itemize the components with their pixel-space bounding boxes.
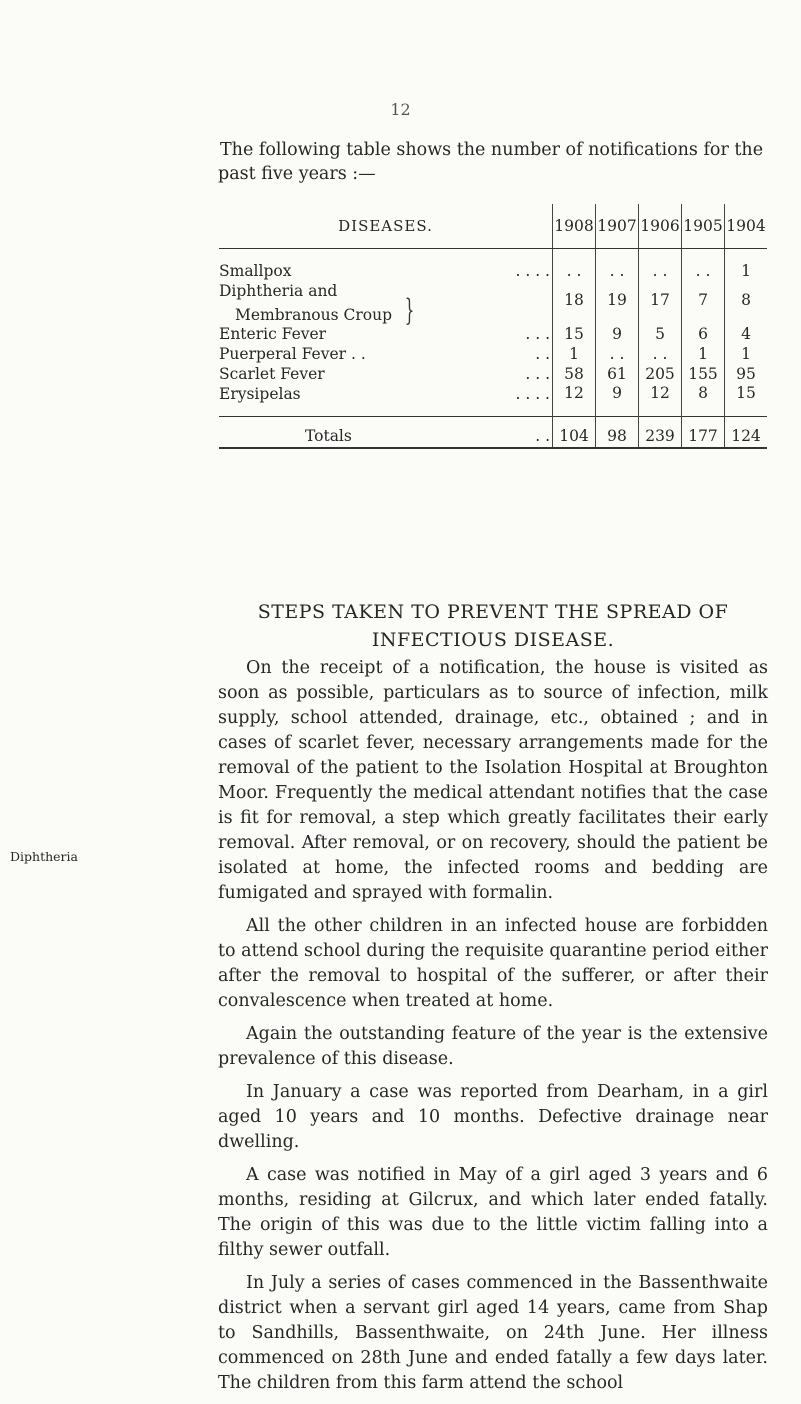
section-heading: STEPS TAKEN TO PREVENT THE SPREAD OF INFECTIOUS DISEASE. [257,601,729,651]
year-header: 1907 [596,204,639,249]
table-cell: 15 [725,384,768,417]
table-cell: 18 [553,291,596,314]
table-cell: 8 [682,384,725,417]
paragraph: All the other children in an infected house are forbidden to attend school during the requisite quarantine period either after the removal to hospital of the sufferer, or after their convalescence when treated at home. [218,916,768,1011]
table-cell: 1 [553,344,596,364]
table-cell: 205 [639,364,682,384]
page-number: 12 [390,100,411,119]
table-cell: 12 [639,384,682,417]
table-cell: 95 [725,364,768,384]
disease-name: Puerperal Fever . . [219,345,366,363]
brace-symbol: } [404,293,415,328]
table-cell: 58 [553,364,596,384]
table-row [219,344,767,364]
table-cell: 1 [725,344,768,364]
table-row [219,249,767,282]
disease-name: Diphtheria and [219,282,338,300]
table-cell: . . [639,249,682,282]
paragraph: Again the outstanding feature of the year is the extensive prevalence of this disease. [218,1024,768,1069]
total-cell: 177 [682,417,725,449]
table-cell: 7 [682,291,725,314]
table-cell: 4 [725,324,768,344]
table-cell: 9 [596,384,639,417]
table-cell: 8 [725,291,768,314]
table-cell: . . [682,249,725,282]
paragraph: A case was notified in May of a girl aged 3 years and 6 months, residing at Gilcrux, and which later ended fatally. The origin of this was due to the little victim falling into a filthy sewer outfall. [218,1165,768,1260]
leader-dots: . . . [525,365,550,383]
body-text [218,656,768,1404]
table-cell: . . [596,344,639,364]
leader-dots: . . . . [515,262,550,280]
diseases-header: DISEASES. [219,204,553,249]
total-cell: 239 [639,417,682,449]
paragraph: On the receipt of a notification, the house is visited as soon as possible, particulars as to source of infection, milk supply, school attended, drainage, etc., obtained ; and in cases of scarlet fever, necessary arrangements made for the removal of the patient to the Isolation Hospital at Broughton Moor. Frequently the medical attendant notifies that the case is fit for removal, a step which greatly facilitates their early removal. After removal, or on recovery, should the patient be isolated at home, the infected rooms and bedding are fumigated and sprayed with formalin. [218,658,768,903]
totals-row [219,417,767,449]
table-cell: 12 [553,384,596,417]
year-header: 1906 [639,204,682,249]
table-cell: 19 [596,291,639,314]
table-cell: . . [596,249,639,282]
disease-name: Erysipelas [219,385,301,403]
leader-dots: . . . . [515,385,550,403]
year-header: 1908 [553,204,596,249]
paragraph: In January a case was reported from Dearham, in a girl aged 10 years and 10 months. Defective drainage near dwelling. [218,1082,768,1152]
disease-name: Enteric Fever [219,325,327,343]
table-cell: 5 [639,324,682,344]
table-row [219,384,767,417]
table-row [219,301,767,324]
notifications-table [219,204,767,449]
leader-dots: . . . [525,325,550,343]
year-header: 1904 [725,204,768,249]
totals-label: Totals [305,427,352,445]
disease-name: Scarlet Fever [219,365,325,383]
table-header-row [219,204,767,249]
paragraph: In July a series of cases commenced in the Bassenthwaite district when a servant girl aged 14 years, came from Shap to Sandhills, Bassenthwaite, on 24th June. Her illness commenced on 28th June and ended fatally a few days later. The children from this farm attend the school [218,1273,768,1393]
table-cell: 1 [682,344,725,364]
intro-text: The following table shows the number of notifications for the past five years :— [218,140,764,184]
table-row [219,364,767,384]
table-cell: 1 [725,249,768,282]
total-cell: 104 [553,417,596,449]
table-cell: 9 [596,324,639,344]
disease-name: Smallpox [219,262,292,280]
leader-dots: . . [535,427,550,445]
table-row [219,324,767,344]
table-cell: 61 [596,364,639,384]
margin-note: Diphtheria [10,849,78,864]
table-cell: 155 [682,364,725,384]
table-cell: . . [639,344,682,364]
table-cell: 6 [682,324,725,344]
year-header: 1905 [682,204,725,249]
total-cell: 124 [725,417,768,449]
table-cell: . . [553,249,596,282]
table-cell: 15 [553,324,596,344]
total-cell: 98 [596,417,639,449]
leader-dots: . . [535,345,550,363]
disease-name-continued: Membranous Croup [235,306,392,324]
table-cell: 17 [639,291,682,314]
